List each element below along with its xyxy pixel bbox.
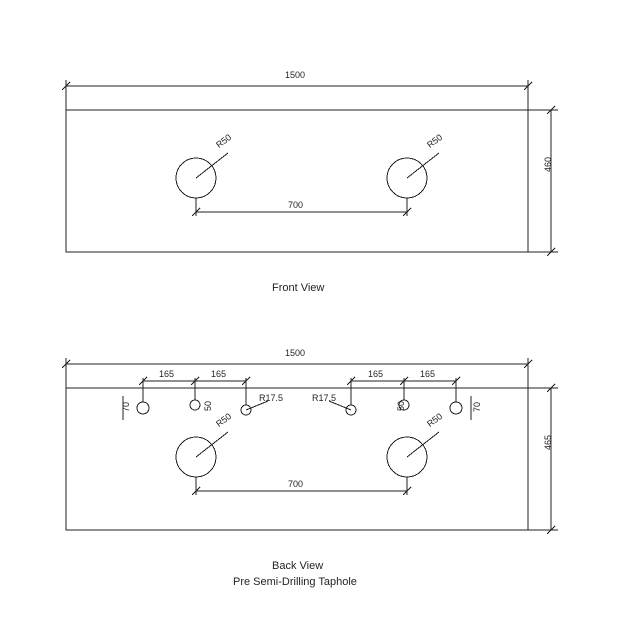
front-bowl-right-radius-label: R50	[425, 132, 445, 150]
back-bowl-left-radius-label: R50	[214, 411, 234, 429]
back-edge-offset-label-right: 70	[472, 401, 482, 412]
back-view-caption-line2: Pre Semi-Drilling Taphole	[233, 576, 357, 588]
back-offset-label-1: 165	[159, 369, 175, 379]
front-height-label: 460	[543, 156, 553, 172]
back-inner-offset-label-left: 50	[203, 400, 213, 411]
back-inner-offset-label-right: 50	[396, 400, 406, 411]
front-view-body	[66, 110, 528, 252]
back-height-label: 465	[543, 434, 553, 450]
front-bowl-spacing-label: 700	[288, 200, 304, 210]
front-bowl-left-radius-label: R50	[214, 132, 234, 150]
back-width-label: 1500	[285, 348, 306, 358]
back-offset-label-4: 165	[420, 369, 436, 379]
taphole-radius-label-right: R17.5	[312, 393, 337, 403]
front-bowl-right-leader	[407, 153, 439, 178]
back-view-body	[66, 388, 528, 530]
front-width-label: 1500	[285, 70, 306, 80]
back-offset-label-2: 165	[211, 369, 227, 379]
front-view-caption: Front View	[272, 282, 325, 294]
taphole-1	[137, 402, 149, 414]
taphole-radius-label-left: R17.5	[259, 393, 284, 403]
taphole-2	[190, 400, 200, 410]
back-bowl-right-leader	[407, 432, 439, 457]
back-bowl-right-radius-label: R50	[425, 411, 445, 429]
back-view-caption-line1: Back View	[272, 560, 324, 572]
back-offset-label-3: 165	[368, 369, 384, 379]
back-bowl-spacing-label: 700	[288, 479, 304, 489]
taphole-6	[450, 402, 462, 414]
back-edge-offset-label-left: 70	[121, 401, 131, 412]
front-bowl-left-leader	[196, 153, 228, 178]
back-bowl-left-leader	[196, 432, 228, 457]
